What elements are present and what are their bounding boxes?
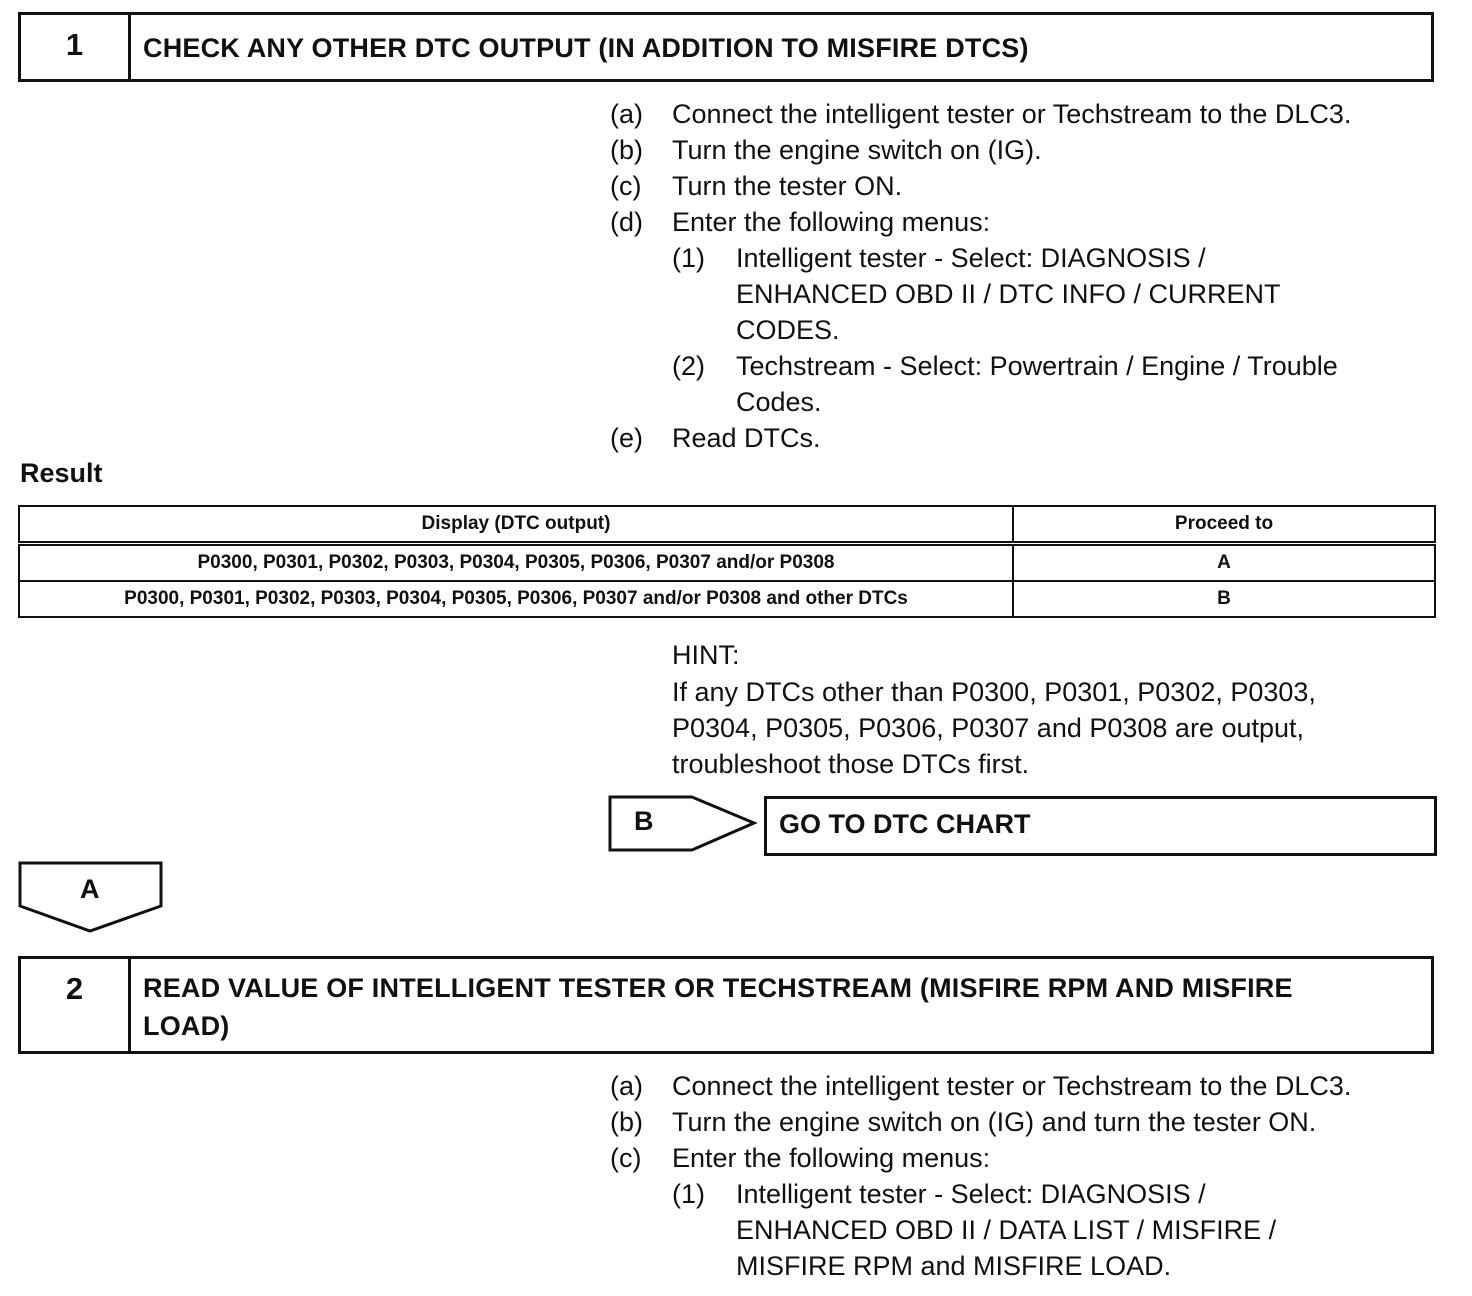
branch-label: B xyxy=(634,806,654,836)
sub-item-text: Techstream - Select: Powertrain / Engine / Trouble xyxy=(736,351,1338,381)
table-row xyxy=(19,544,1435,582)
sub-item-label: (2) xyxy=(672,351,705,381)
branch-label: A xyxy=(80,874,100,904)
column-header: Proceed to xyxy=(1013,506,1435,544)
sub-item-text: Intelligent tester - Select: DIAGNOSIS / xyxy=(736,1179,1206,1209)
column-header: Display (DTC output) xyxy=(19,506,1013,544)
hint-text: If any DTCs other than P0300, P0301, P0302, P0303, xyxy=(672,677,1316,707)
item-text: Turn the engine switch on (IG). xyxy=(672,135,1042,165)
sub-item-text: CODES. xyxy=(736,315,840,345)
step-number: 1 xyxy=(21,15,131,79)
result-heading: Result xyxy=(20,458,103,488)
table-row xyxy=(19,581,1435,617)
item-label: (d) xyxy=(610,207,643,237)
item-text: Turn the engine switch on (IG) and turn the tester ON. xyxy=(672,1107,1317,1137)
sub-item-text: Intelligent tester - Select: DIAGNOSIS / xyxy=(736,243,1206,273)
item-text: Enter the following menus: xyxy=(672,207,991,237)
sub-item-text: ENHANCED OBD II / DTC INFO / CURRENT xyxy=(736,279,1281,309)
item-label: (a) xyxy=(610,99,643,129)
table-header-row xyxy=(19,506,1435,544)
step-title-line: READ VALUE OF INTELLIGENT TESTER OR TECHSTREAM (MISFIRE RPM AND MISFIRE xyxy=(143,973,1293,1003)
step-2-header xyxy=(18,956,1434,1054)
item-label: (c) xyxy=(610,171,642,201)
item-label: (e) xyxy=(610,423,643,453)
table-cell: A xyxy=(1013,544,1435,582)
hint-text: P0304, P0305, P0306, P0307 and P0308 are output, xyxy=(672,713,1305,743)
branch-a-arrow[interactable] xyxy=(18,860,164,934)
sub-item-label: (1) xyxy=(672,1179,705,1209)
hint-text: troubleshoot those DTCs first. xyxy=(672,749,1030,779)
sub-item-text: MISFIRE RPM and MISFIRE LOAD. xyxy=(736,1251,1172,1281)
step-title-line: LOAD) xyxy=(143,1011,230,1041)
item-text: Enter the following menus: xyxy=(672,1143,991,1173)
sub-item-text: Codes. xyxy=(736,387,822,417)
sub-item-label: (1) xyxy=(672,243,705,273)
table-cell: P0300, P0301, P0302, P0303, P0304, P0305, P0306, P0307 and/or P0308 and other DTCs xyxy=(19,581,1013,617)
result-table xyxy=(18,505,1436,618)
item-text: Turn the tester ON. xyxy=(672,171,903,201)
hint-label: HINT: xyxy=(672,640,740,670)
item-text: Connect the intelligent tester or Techstream to the DLC3. xyxy=(672,99,1352,129)
go-to-dtc-chart-box[interactable]: GO TO DTC CHART xyxy=(764,796,1437,856)
right-arrow-icon xyxy=(608,794,760,854)
sub-item-text: ENHANCED OBD II / DATA LIST / MISFIRE / xyxy=(736,1215,1277,1245)
step-number: 2 xyxy=(21,959,131,1051)
item-text: Connect the intelligent tester or Techstream to the DLC3. xyxy=(672,1071,1352,1101)
item-label: (b) xyxy=(610,1107,643,1137)
item-label: (c) xyxy=(610,1143,642,1173)
step-title xyxy=(131,959,1431,1051)
branch-b-arrow[interactable] xyxy=(608,794,760,854)
step-1-header xyxy=(18,12,1434,82)
item-text: Read DTCs. xyxy=(672,423,821,453)
step-title: CHECK ANY OTHER DTC OUTPUT (IN ADDITION TO MISFIRE DTCS) xyxy=(143,33,1029,63)
item-label: (a) xyxy=(610,1071,643,1101)
table-cell: B xyxy=(1013,581,1435,617)
table-cell: P0300, P0301, P0302, P0303, P0304, P0305, P0306, P0307 and/or P0308 xyxy=(19,544,1013,582)
item-label: (b) xyxy=(610,135,643,165)
